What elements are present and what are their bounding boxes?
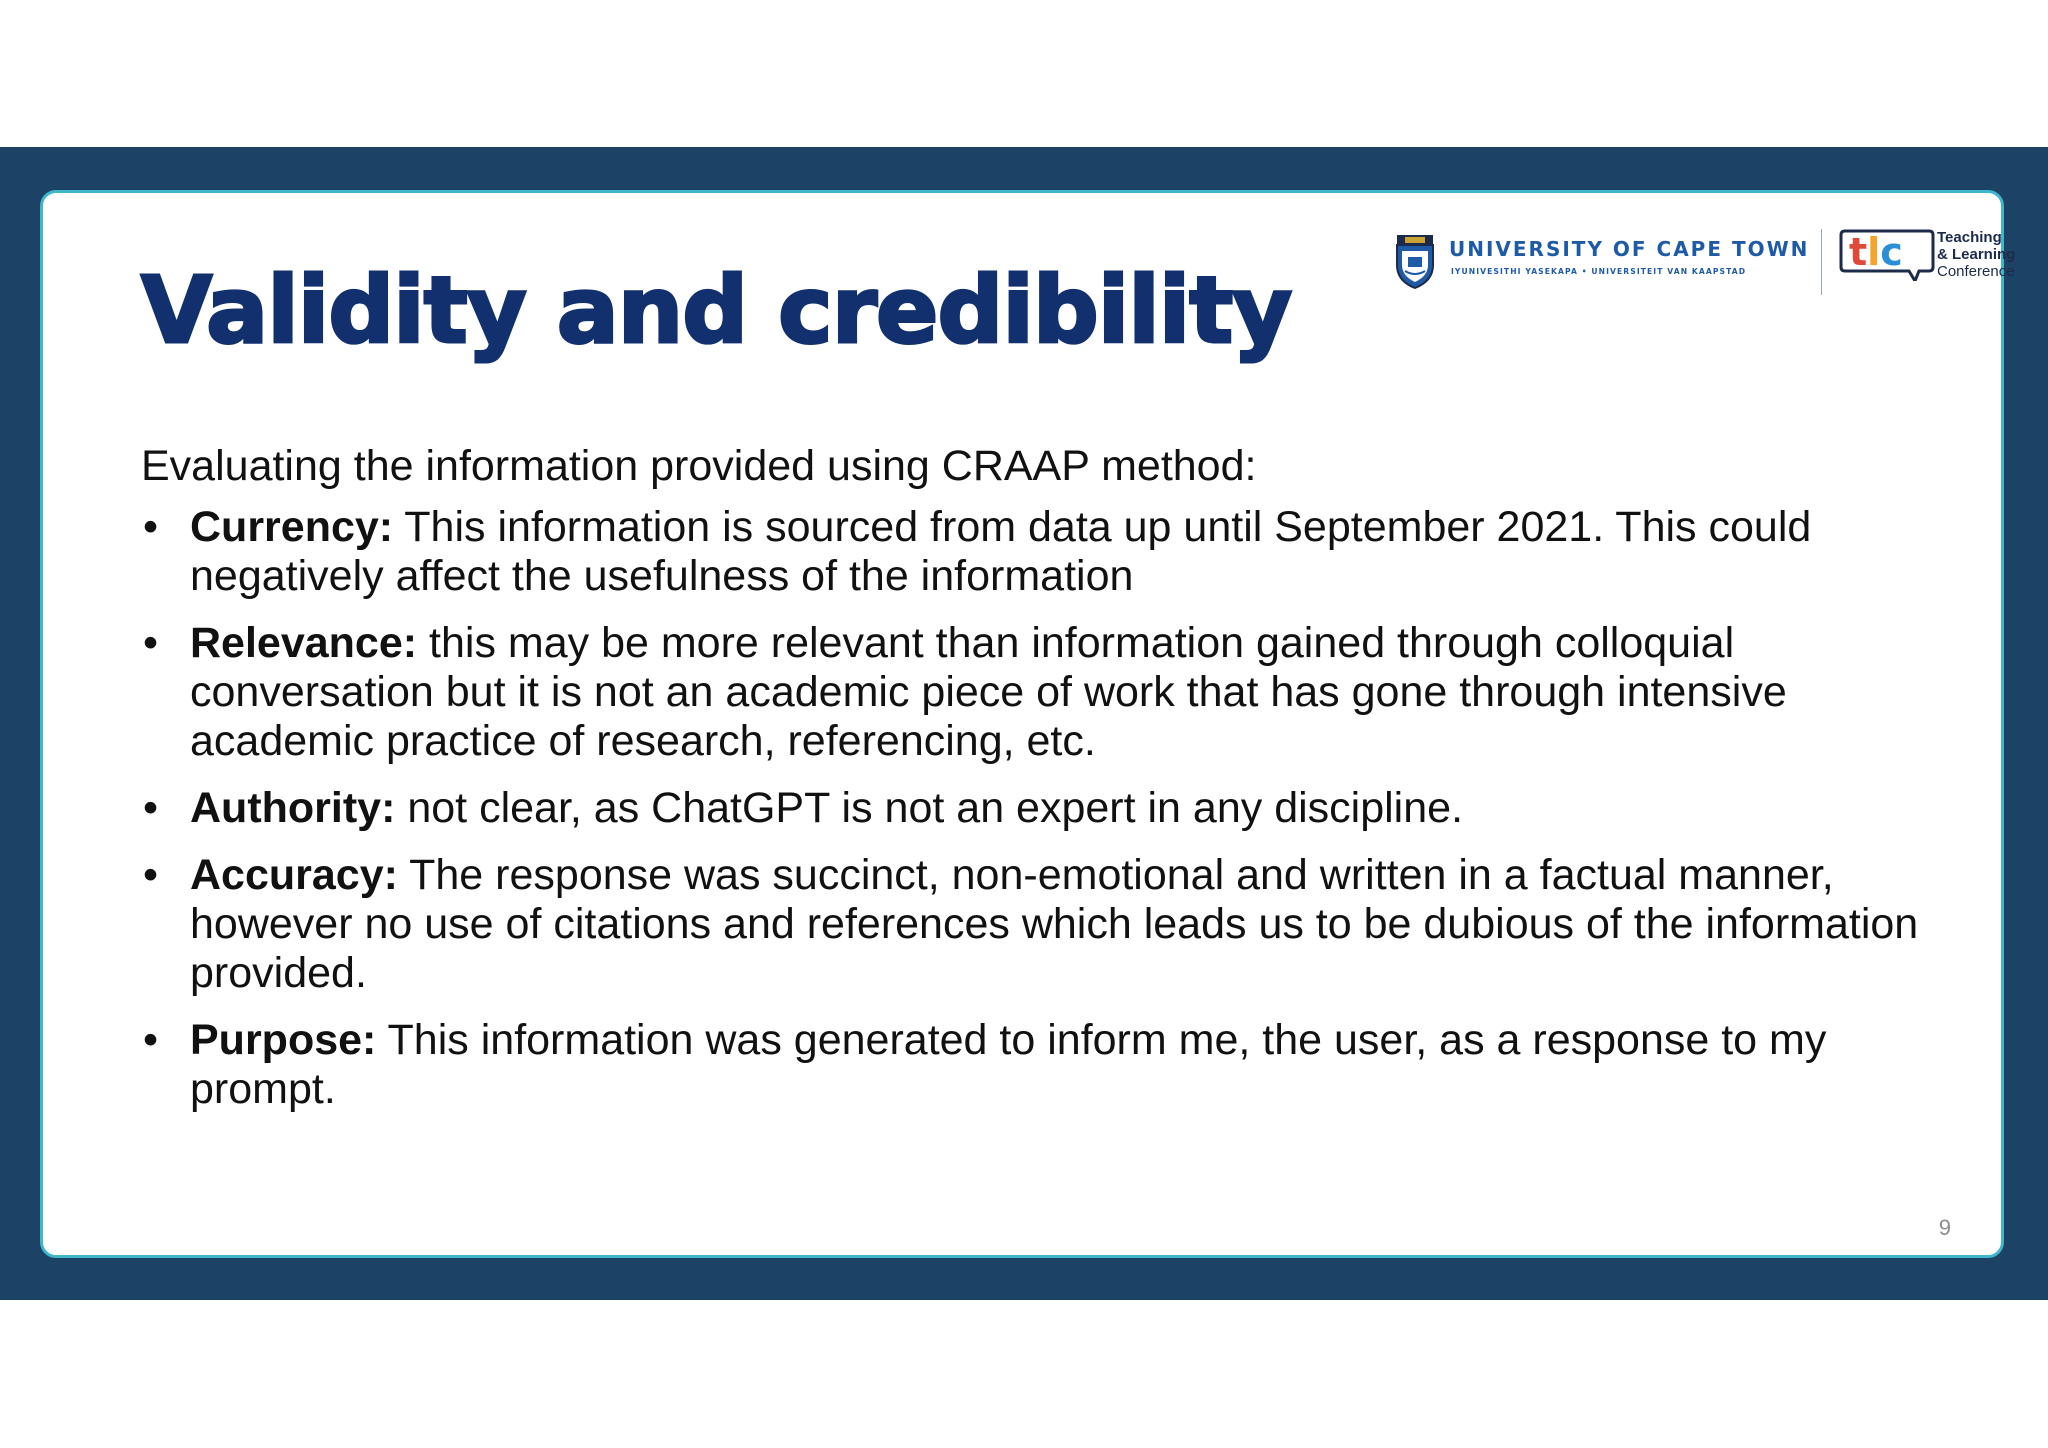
term-authority: Authority: [190,784,396,832]
uct-subtitle: IYUNIVESITHI YASEKAPA • UNIVERSITEIT VAN KAAPSTAD [1451,267,1747,276]
bullet-icon: • [143,1016,159,1064]
logo-divider [1821,229,1822,295]
bullet-icon: • [143,503,159,551]
tlc-conference-text [1937,229,2015,280]
tlc-line-learning: & Learning [1937,246,2016,263]
tlc-line-conference: Conference [1937,263,2015,280]
text-relevance: this may be more relevant than information gained through colloquial conversation but it is not an academic piece of work that has gone through intensive academic practice of research, referencing, etc. [190,619,1787,765]
craap-list [141,503,1961,1114]
list-item-purpose [141,1016,1961,1114]
text-accuracy: The response was succinct, non-emotional and written in a factual manner, however no use of citations and references which leads us to be dubious of the information provided. [190,851,1919,997]
uct-name: UNIVERSITY OF CAPE TOWN [1449,237,1810,261]
tlc-logo-icon [1839,227,1935,281]
page-number: 9 [1938,1215,1951,1240]
list-item-accuracy [141,851,1961,998]
text-authority: not clear, as ChatGPT is not an expert in any discipline. [395,784,1464,832]
logo-bar [1393,229,2016,313]
list-item-currency [141,503,1961,601]
list-item-relevance [141,619,1961,766]
term-currency: Currency: [190,503,394,551]
tlc-line-teaching: Teaching [1937,229,2002,246]
text-currency: This information is sourced from data up until September 2021. This could negatively affect the usefulness of the information [190,503,1812,600]
term-purpose: Purpose: [190,1016,377,1064]
uct-crest-icon [1393,235,1437,289]
bullet-icon: • [143,784,159,832]
slide-title: Validity and credibility [141,257,1292,364]
slide-body [141,441,1961,1132]
list-item-authority [141,784,1961,833]
term-accuracy: Accuracy: [190,851,398,899]
text-purpose: This information was generated to inform me, the user, as a response to my prompt. [190,1016,1827,1113]
bullet-icon: • [143,851,159,899]
term-relevance: Relevance: [190,619,418,667]
svg-text:tlc: tlc [1849,230,1903,274]
slide [40,190,2016,1258]
intro-text: Evaluating the information provided using CRAAP method: [141,442,1257,490]
bullet-icon: • [143,619,159,667]
